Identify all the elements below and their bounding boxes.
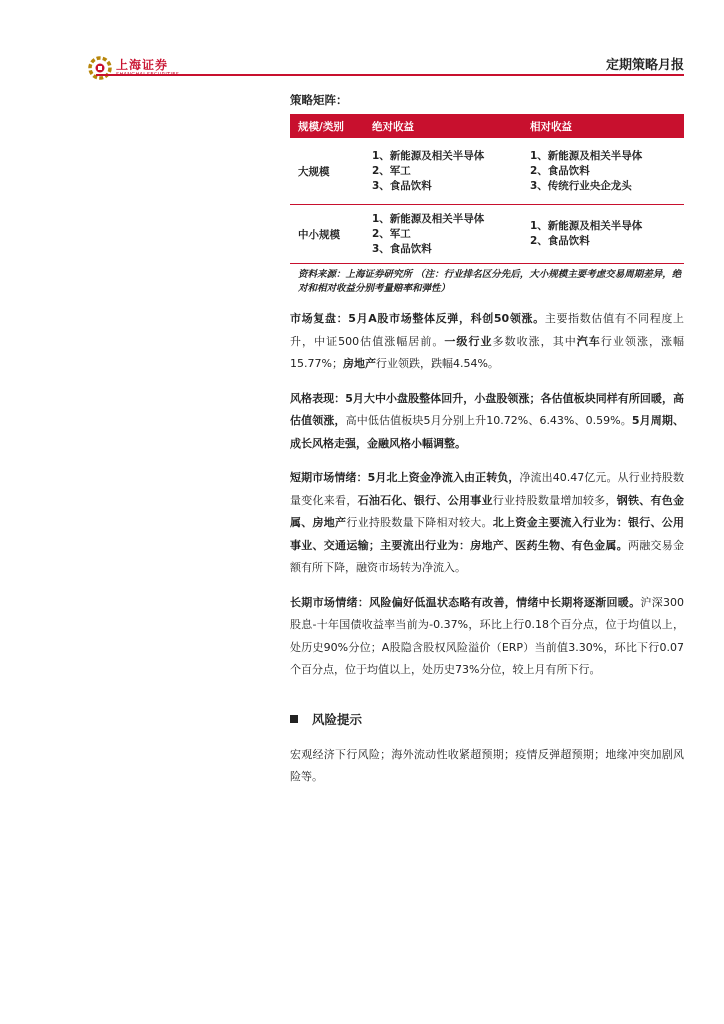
body-text: 高中低估值板块5月分别上升10.72%、6.43%、0.59%。 bbox=[345, 414, 632, 427]
list-item: 1、新能源及相关半导体 bbox=[372, 149, 485, 162]
page-header bbox=[88, 52, 684, 82]
list-item: 3、食品饮料 bbox=[372, 242, 432, 255]
emphasis-text: 5月大中小盘股整体回升，小盘股领涨；各估值板块同样有所回暖，高估值领涨， bbox=[290, 391, 685, 427]
long-term-sentiment-paragraph bbox=[290, 592, 684, 682]
table-header-row bbox=[290, 114, 684, 138]
emphasis-text: 钢铁、有色金属、房地产 bbox=[290, 493, 685, 529]
row-scale-label: 大规模 bbox=[290, 138, 360, 205]
list-item: 3、食品饮料 bbox=[372, 179, 432, 192]
emphasis-text: 一级行业 bbox=[444, 334, 493, 348]
company-logo bbox=[88, 56, 179, 80]
emphasis-text: 5月A股市场整体反弹，科创50领涨。 bbox=[348, 312, 545, 325]
style-performance-label: 风格表现： bbox=[290, 391, 346, 405]
table-source-note: 资料来源：上海证券研究所 （注：行业排名区分先后，大小规模主要考虑交易周期差异，绝对和相对收益分别考量赔率和弹性） bbox=[298, 269, 682, 294]
table-row bbox=[290, 138, 684, 205]
emphasis-text: 汽车 bbox=[576, 334, 601, 348]
absolute-return-list bbox=[360, 205, 522, 264]
absolute-return-list bbox=[360, 138, 522, 205]
shanghai-securities-logo-icon bbox=[88, 56, 112, 80]
market-review-paragraph bbox=[290, 308, 684, 376]
style-performance-paragraph bbox=[290, 388, 684, 456]
short-term-sentiment-paragraph bbox=[290, 467, 684, 580]
report-type-title: 定期策略月报 bbox=[605, 58, 684, 73]
list-item: 2、食品饮料 bbox=[530, 235, 590, 247]
list-item: 2、食品饮料 bbox=[530, 164, 590, 177]
header-absolute-return: 绝对收益 bbox=[360, 114, 522, 138]
risk-heading-text: 风险提示 bbox=[312, 711, 363, 727]
emphasis-text: 北上资金主要流入行业为：银行、公用事业、交通运输；主要流出行业为：房地产、医药生物、有色金属。 bbox=[290, 516, 685, 552]
body-text: 行业持股数量下降相对较大。 bbox=[346, 516, 493, 529]
header-scale: 规模/类别 bbox=[290, 114, 360, 138]
emphasis-text: 石油石化、银行、公用事业 bbox=[357, 493, 493, 507]
body-text: 两融交易金额有所下降，融资市场转为净流入。 bbox=[290, 538, 685, 574]
list-item: 1、新能源及相关半导体 bbox=[530, 220, 643, 232]
table-row bbox=[290, 205, 684, 264]
list-item: 2、军工 bbox=[372, 164, 411, 177]
body-text: 净流出40.47亿元。从行业持股数量变化来看， bbox=[290, 471, 684, 507]
risk-text: 宏观经济下行风险；海外流动性收紧超预期；疫情反弹超预期；地缘冲突加剧风险等。 bbox=[290, 747, 684, 783]
list-item: 2、军工 bbox=[372, 227, 411, 240]
list-item: 1、新能源及相关半导体 bbox=[372, 212, 485, 225]
body-text: 行业领跌，跌幅4.54%。 bbox=[375, 357, 499, 370]
emphasis-text: 5月北上资金净流入由正转负， bbox=[367, 471, 520, 484]
header-relative-return: 相对收益 bbox=[522, 114, 684, 138]
logo-chinese-name: 上海证券 bbox=[116, 57, 169, 72]
risk-section-heading bbox=[290, 710, 684, 728]
emphasis-text: 风险偏好低温状态略有改善，情绪中长期将逐渐回暖。 bbox=[369, 595, 641, 609]
relative-return-list bbox=[522, 205, 684, 264]
body-text: 沪深300股息-十年国债收益率当前为-0.37%，环比上行0.18个百分点，位于均值以上，处历史90%分位；A股隐含股权风险溢价（ERP）当前值3.30%，环比下行0.07个百分点，位于均值以上，处历史73%分位，较上月有所下行。 bbox=[290, 595, 685, 676]
body-text: 多数收涨，其中 bbox=[492, 334, 577, 348]
strategy-matrix-table bbox=[290, 114, 684, 264]
relative-return-list bbox=[522, 138, 684, 205]
list-item: 1、新能源及相关半导体 bbox=[530, 149, 643, 162]
list-item: 3、传统行业央企龙头 bbox=[530, 179, 632, 192]
long-term-sentiment-label: 长期市场情绪： bbox=[290, 595, 370, 609]
short-term-sentiment-label: 短期市场情绪： bbox=[290, 471, 368, 484]
body-text: 行业持股数量增加较多， bbox=[492, 493, 617, 507]
emphasis-text: 房地产 bbox=[342, 357, 376, 370]
row-scale-label: 中小规模 bbox=[290, 205, 360, 264]
header-divider bbox=[96, 74, 684, 76]
square-bullet-icon bbox=[290, 715, 298, 723]
body-text: 主要指数估值有不同程度上升，中证500估值涨幅居前。 bbox=[290, 312, 684, 348]
main-content bbox=[290, 92, 684, 789]
emphasis-text: 5月周期、成长风格走强，金融风格小幅调整。 bbox=[290, 414, 684, 450]
strategy-matrix-title: 策略矩阵： bbox=[290, 93, 348, 107]
market-review-label: 市场复盘： bbox=[290, 312, 349, 325]
body-text: 行业领涨，涨幅15.77%； bbox=[290, 334, 685, 370]
